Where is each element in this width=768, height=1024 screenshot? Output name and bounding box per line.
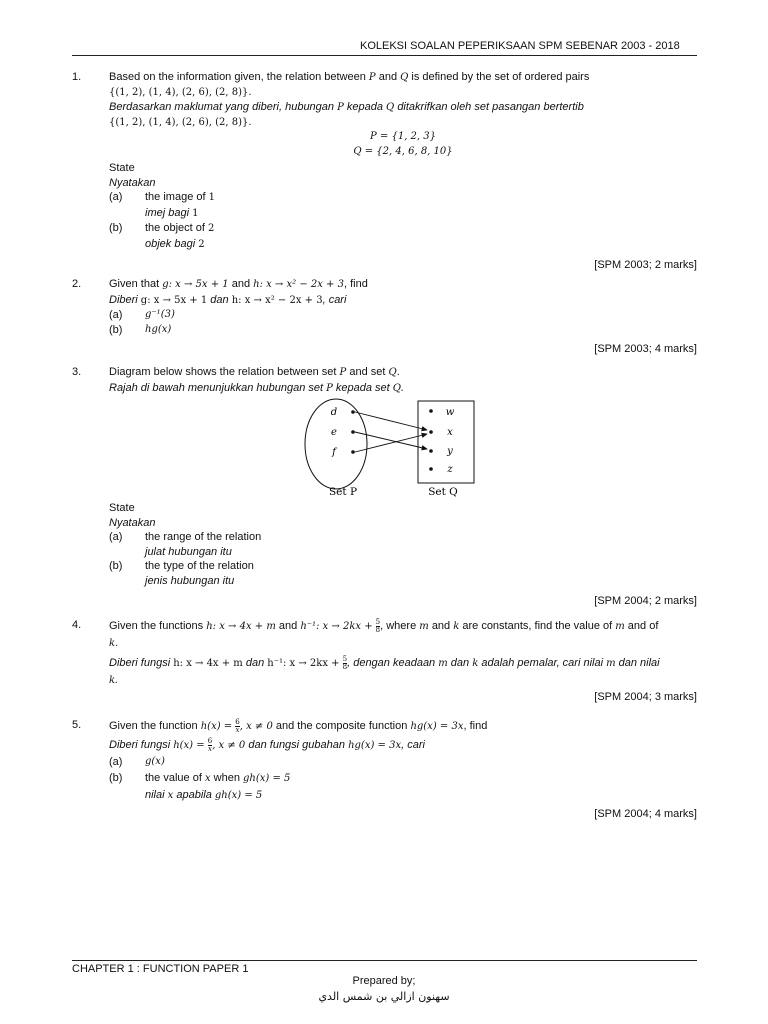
domain-f-dot [351, 450, 355, 454]
q1-ordered-pairs-ms: {(1, 2), (1, 4), (2, 6), (2, 8)}. [109, 116, 252, 128]
q1-english-text: Based on the information given, the relation between P and Q is defined by the set of ordered pairs [109, 71, 590, 83]
question-3-parts [72, 501, 697, 609]
question-2 [72, 277, 697, 357]
question-number: 2. [72, 278, 82, 290]
codomain-z: z [447, 464, 453, 475]
question-4 [72, 618, 697, 706]
nyatakan-label: Nyatakan [109, 176, 156, 189]
footer-chapter: CHAPTER 1 : FUNCTION PAPER 1 [72, 963, 249, 975]
q2-part-a: (a) g⁻¹(3) [109, 309, 175, 321]
footer-rule [72, 960, 697, 961]
set-p-label: Set P [328, 486, 358, 498]
domain-e-dot [351, 430, 355, 434]
question-3 [72, 365, 697, 396]
question-number: 4. [72, 619, 82, 631]
domain-f: f [332, 447, 336, 458]
set-q-label: Set Q [428, 486, 458, 498]
q1-part-b: (b) the object of 2 objek bagi 2 [109, 222, 215, 250]
header-rule [72, 55, 697, 56]
footer-signature: سهنون ازالي بن شمس الدي [318, 990, 450, 1003]
codomain-x: x [447, 427, 453, 438]
domain-d: d [330, 407, 338, 418]
relation-diagram [72, 396, 697, 500]
q2-malay-text: Diberi g: x → 5x + 1 dan h: x → x² − 2x + 3, cari [109, 293, 347, 306]
q3-english-text: Diagram below shows the relation between set P and set Q. [109, 366, 400, 378]
footer-prepared-by: Prepared by; [352, 975, 416, 987]
q3-part-a: (a) the range of the relation julat hubungan itu [109, 531, 262, 558]
question-number: 1. [72, 71, 82, 83]
q1-malay-text: Berdasarkan maklumat yang diberi, hubungan P kepada Q ditakrifkan oleh set pasangan bertertib [109, 101, 584, 113]
domain-e: e [331, 427, 337, 438]
codomain-x-dot [429, 430, 433, 434]
q2-part-b: (b) hg(x) [109, 323, 172, 336]
domain-d-dot [351, 410, 355, 414]
q1-marks: [SPM 2003; 2 marks] [594, 259, 697, 271]
q1-set-p: P = {1, 2, 3} [370, 131, 436, 142]
question-1 [72, 70, 697, 273]
codomain-z-dot [429, 467, 433, 471]
q3-marks: [SPM 2004; 2 marks] [594, 595, 697, 607]
nyatakan-label: Nyatakan [109, 516, 156, 529]
q5-part-b: (b) the value of x when gh(x) = 5 nilai x apabila gh(x) = 5 [109, 772, 291, 801]
codomain-y-dot [429, 449, 433, 453]
q2-english-text: Given that g: x → 5x + 1 and h: x → x² − 2x + 3, find [109, 278, 368, 290]
q3-malay-text: Rajah di bawah menunjukkan hubungan set P kepada set Q. [109, 381, 405, 394]
codomain-y: y [447, 446, 453, 457]
q5-marks: [SPM 2004; 4 marks] [594, 808, 697, 820]
q5-part-a: (a) g(x) [109, 756, 165, 768]
state-label: State [109, 502, 135, 514]
q5-malay-text: Diberi fungsi h(x) = $\frac{6}{x}$ , x ≠ 0 dan fungsi gubahan hg(x) = 3x, cari [109, 736, 425, 753]
q1-ordered-pairs: {(1, 2), (1, 4), (2, 6), (2, 8)}. [109, 86, 252, 98]
q4-english-text: Given the functions h: x → 4x + m and h⁻¹: x → 2kx + $\frac{5}{8}$ , where m and k are constants, find the value of m and of k. [109, 617, 659, 649]
codomain-w: w [445, 407, 455, 418]
arrow-e-to-y [355, 432, 427, 449]
q5-english-text: Given the function h(x) = $\frac{6}{x}$ , x ≠ 0 and the composite function hg(x) = 3x, find [109, 717, 488, 734]
question-number: 5. [72, 719, 82, 731]
question-5 [72, 718, 697, 822]
page-header: KOLEKSI SOALAN PEPERIKSAAN SPM SEBENAR 2003 - 2018 [360, 40, 680, 52]
arrow-d-to-x [355, 412, 427, 430]
q1-part-a: (a) the image of 1 imej bagi 1 [109, 191, 215, 219]
question-number: 3. [72, 366, 82, 378]
q2-marks: [SPM 2003; 4 marks] [594, 343, 697, 355]
codomain-w-dot [429, 409, 433, 413]
q3-part-b: (b) the type of the relation jenis hubungan itu [109, 560, 254, 587]
q4-malay-text: Diberi fungsi h: x → 4x + m dan h⁻¹: x → 2kx + $\frac{5}{8}$ , dengan keadaan m dan k adalah pemalar, cari nilai m dan nilai k. [109, 654, 660, 686]
arrow-f-to-x [355, 434, 427, 452]
q1-set-q: Q = {2, 4, 6, 8, 10} [353, 145, 453, 157]
q4-marks: [SPM 2004; 3 marks] [594, 691, 697, 703]
state-label: State [109, 162, 135, 174]
